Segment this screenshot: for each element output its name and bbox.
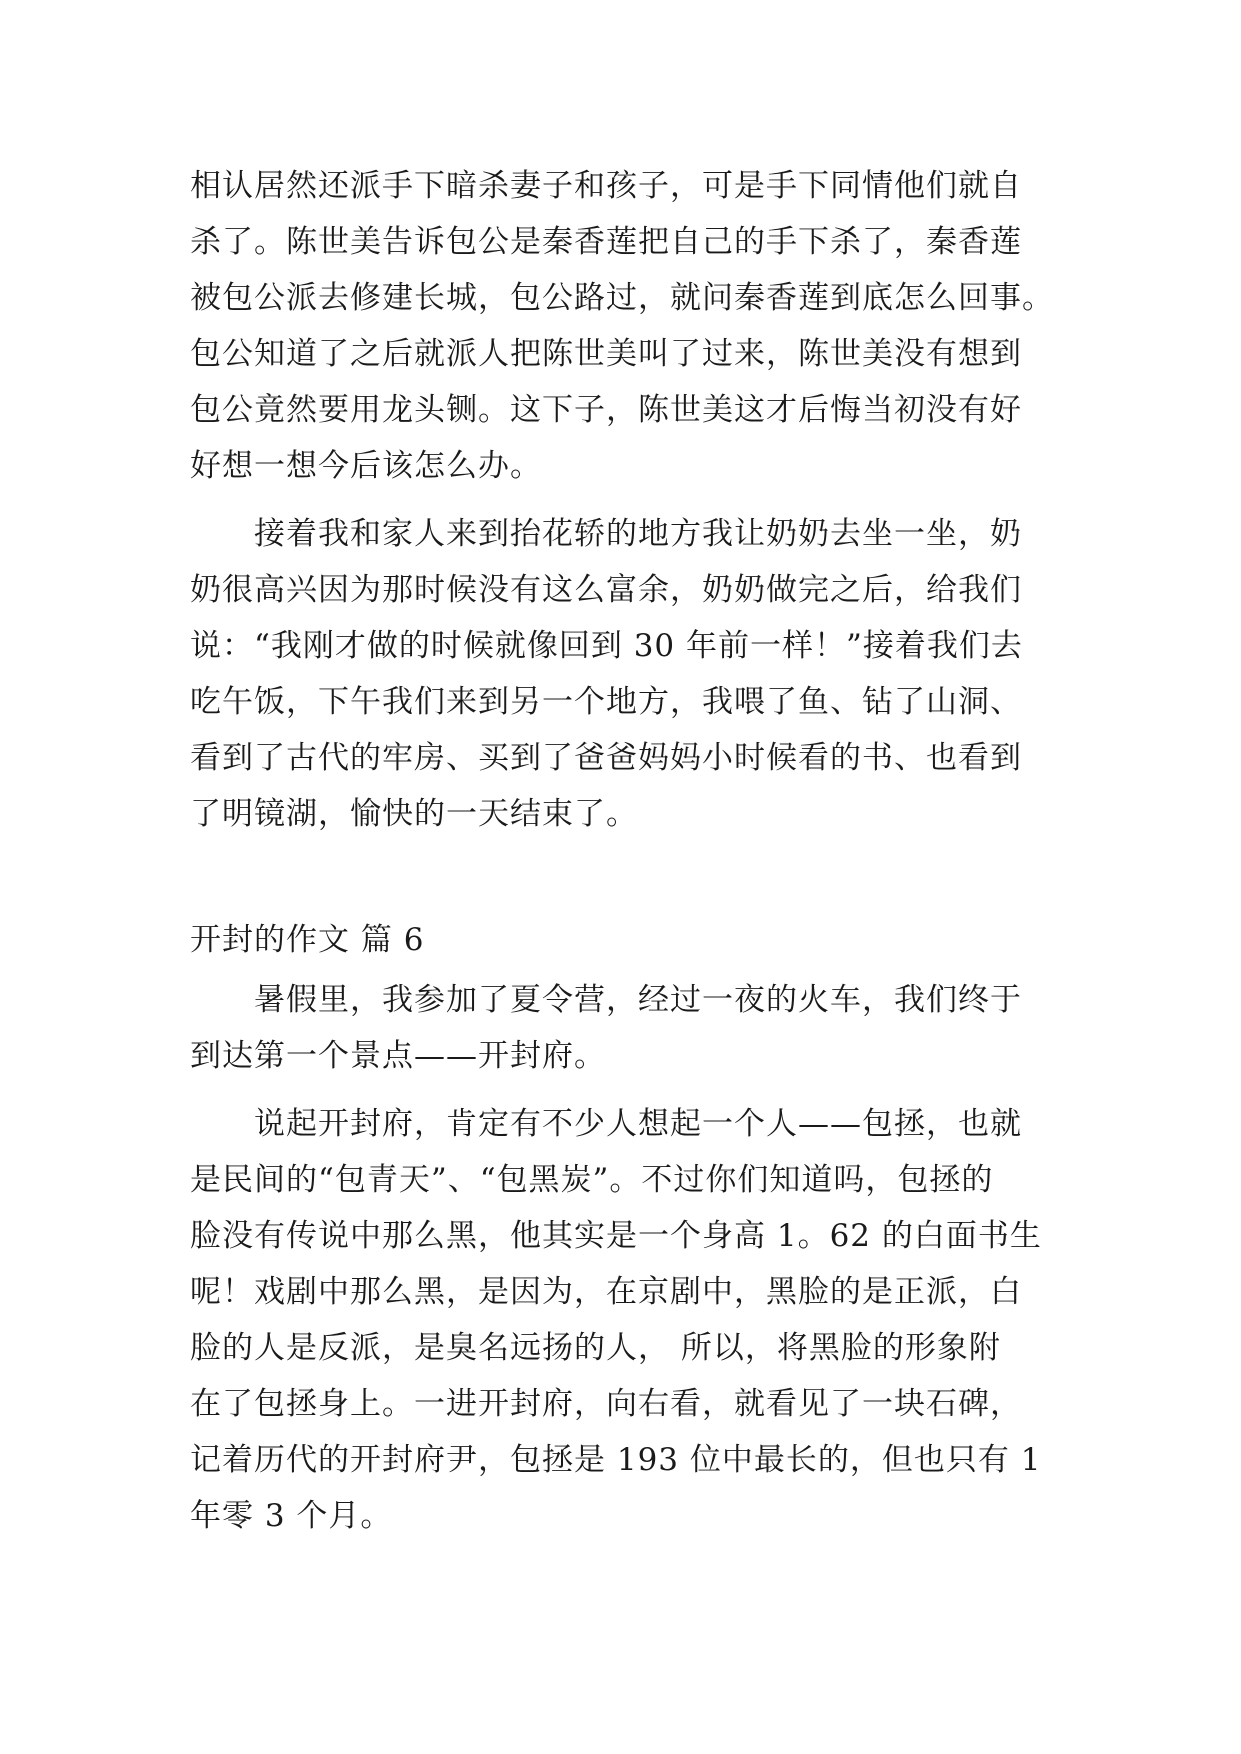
text-line: 年零 3 个月。 (190, 1498, 393, 1534)
text-line: 包公竟然要用龙头铡。这下子，陈世美这才后悔当初没有好 (190, 392, 1022, 428)
text-line: 看到了古代的牢房、买到了爸爸妈妈小时候看的书、也看到 (190, 740, 1022, 776)
text-line: 了明镜湖，愉快的一天结束了。 (190, 796, 638, 832)
text-line: 暑假里，我参加了夏令营，经过一夜的火车，我们终于 (190, 982, 1022, 1018)
section-heading: 开封的作文 篇 6 (190, 922, 425, 958)
text-line: 呢！戏剧中那么黑，是因为，在京剧中，黑脸的是正派，白 (190, 1274, 1022, 1310)
text-line: 相认居然还派手下暗杀妻子和孩子，可是手下同情他们就自 (190, 168, 1022, 204)
text-line: 好想一想今后该怎么办。 (190, 448, 542, 484)
text-line: 说：“我刚才做的时候就像回到 30 年前一样！”接着我们去 (190, 628, 1023, 664)
text-line: 杀了。陈世美告诉包公是秦香莲把自己的手下杀了，秦香莲 (190, 224, 1022, 260)
text-line: 到达第一个景点——开封府。 (190, 1038, 606, 1074)
text-line: 脸没有传说中那么黑，他其实是一个身高 1。62 的白面书生 (190, 1218, 1042, 1254)
text-line: 是民间的“包青天”、“包黑炭”。不过你们知道吗，包拯的 (190, 1162, 994, 1198)
text-line: 在了包拯身上。一进开封府，向右看，就看见了一块石碑， (190, 1386, 1022, 1422)
text-line: 记着历代的开封府尹，包拯是 193 位中最长的，但也只有 1 (190, 1442, 1042, 1478)
text-line: 说起开封府，肯定有不少人想起一个人——包拯，也就 (190, 1106, 1022, 1142)
text-line: 包公知道了之后就派人把陈世美叫了过来，陈世美没有想到 (190, 336, 1022, 372)
text-line: 奶很高兴因为那时候没有这么富余，奶奶做完之后，给我们 (190, 572, 1022, 608)
text-line: 接着我和家人来到抬花轿的地方我让奶奶去坐一坐，奶 (190, 516, 1022, 552)
text-line: 被包公派去修建长城，包公路过，就问秦香莲到底怎么回事。 (190, 280, 1054, 316)
text-line: 脸的人是反派，是臭名远扬的人， 所以，将黑脸的形象附 (190, 1330, 1001, 1366)
text-line: 吃午饭，下午我们来到另一个地方，我喂了鱼、钻了山洞、 (190, 684, 1022, 720)
